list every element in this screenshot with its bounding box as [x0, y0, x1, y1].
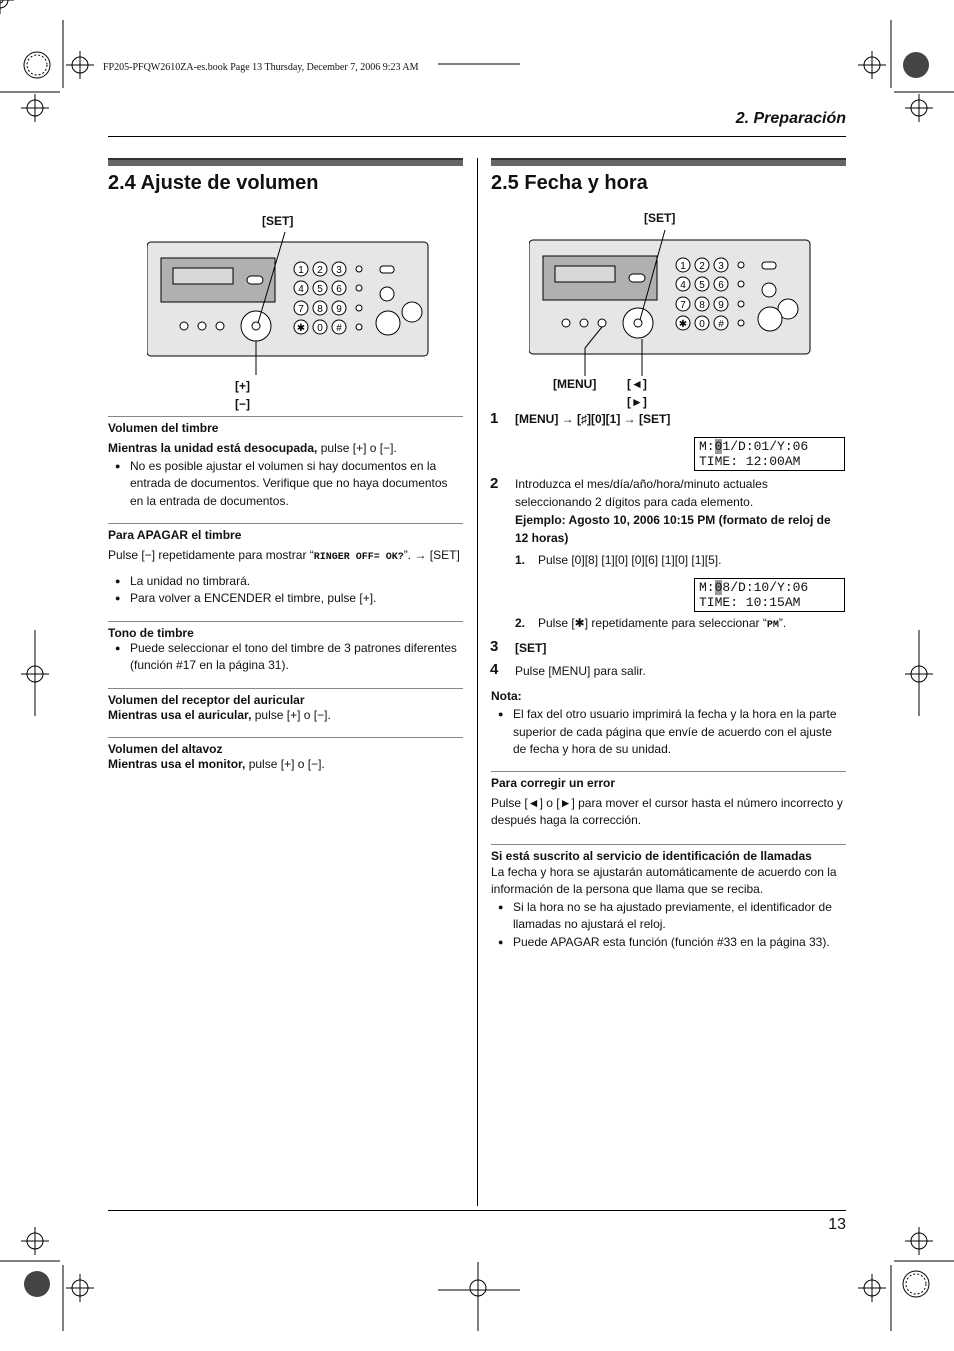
step-number: 3: [490, 638, 499, 655]
lcd-cursor: 0: [714, 439, 723, 454]
fig-menu-label: [MENU]: [553, 377, 597, 391]
step-text: Pulse [MENU] para salir.: [515, 664, 646, 678]
svg-text:#: #: [718, 319, 724, 330]
note-title: Nota:: [491, 689, 522, 703]
paragraph: La fecha y hora se ajustarán automáticamente de acuerdo con la información de la persona que llama que se reciba.: [491, 864, 837, 896]
text: ”.: [778, 616, 787, 630]
svg-text:2: 2: [699, 261, 705, 272]
separator: [491, 771, 846, 772]
section-title: 2.4 Ajuste de volumen: [108, 172, 319, 194]
svg-text:7: 7: [680, 300, 686, 311]
step-text: [SET]: [515, 641, 547, 655]
display-text: PM: [766, 620, 779, 631]
substep-text: [538, 615, 786, 635]
sub-title: Tono de timbre: [108, 625, 194, 640]
fax-panel-illustration: [529, 208, 819, 398]
bullet-item: ● Puede seleccionar el tono del timbre de 3 patrones diferentes (función #17 en la página 31).: [108, 640, 463, 675]
lcd-display: [694, 437, 845, 471]
svg-text:0: 0: [699, 319, 705, 330]
lcd-line: TIME: 10:15AM: [699, 595, 801, 610]
paragraph: [108, 440, 463, 458]
step-text: [MENU] → [♯][0][1] → [SET]: [515, 412, 671, 426]
separator: [491, 844, 846, 845]
text: ”. → [SET]: [403, 548, 460, 562]
lcd-line: TIME: 12:00AM: [699, 454, 801, 469]
substep-number: 2.: [515, 616, 526, 630]
svg-text:8: 8: [699, 300, 705, 311]
paragraph: Pulse [◄] o [►] para mover el cursor hasta el número incorrecto y después haga la corrección.: [491, 795, 843, 827]
step-number: 4: [490, 661, 499, 678]
text: pulse [+] o [−].: [245, 757, 325, 771]
substep-text: Pulse [0][8] [1][0] [0][6] [1][0] [1][5].: [538, 553, 722, 567]
svg-text:8: 8: [317, 304, 323, 315]
bold-lead: Mientras usa el monitor,: [108, 757, 246, 771]
left-sections: [108, 416, 463, 774]
svg-text:4: 4: [680, 280, 686, 291]
fig-set-label: [SET]: [262, 214, 294, 228]
display-text: RINGER OFF= OK?: [313, 552, 404, 563]
file-info: FP205-PFQW2610ZA-es.book Page 13 Thursday, December 7, 2006 9:23 AM: [103, 62, 419, 73]
bullet-item: ● No es posible ajustar el volumen si hay documentos en la entrada de documentos. Verifique que no haya documentos en la entrada de documentos.: [108, 458, 463, 511]
text: Pulse [✱] repetidamente para seleccionar “: [538, 616, 767, 630]
right-notes: [491, 689, 846, 951]
text: Pulse [−] repetidamente para mostrar “: [108, 548, 314, 562]
fax-panel-illustration: [147, 210, 437, 400]
svg-text:9: 9: [336, 304, 342, 315]
section-bar: [491, 158, 846, 166]
footer-rule: [108, 1210, 846, 1211]
svg-text:6: 6: [718, 280, 724, 291]
text: pulse [+] o [−].: [251, 707, 331, 722]
svg-text:✱: ✱: [296, 323, 306, 334]
lcd-text: 8/D:10/Y:06: [722, 580, 809, 595]
sub-title: Para corregir un error: [491, 775, 616, 790]
svg-text:0: 0: [317, 323, 323, 334]
bullet-item: ● Para volver a ENCENDER el timbre, pulse [+].: [108, 590, 463, 608]
svg-text:5: 5: [699, 280, 705, 291]
text: pulse [+] o [−].: [317, 441, 397, 455]
separator: [108, 416, 463, 417]
fig-arrows-label: [◄][►]: [627, 377, 647, 409]
section-title: 2.5 Fecha y hora: [491, 172, 648, 194]
sub-title: Para APAGAR el timbre: [108, 528, 242, 542]
section-header: 2. Preparación: [735, 110, 846, 127]
bullet-item: ● Si la hora no se ha ajustado previamente, el identificador de llamadas no ajustará el reloj.: [491, 899, 846, 934]
bullet-item: ● El fax del otro usuario imprimirá la fecha y la hora en la parte superior de cada página que envíe de acuerdo con el ajuste de fecha y hora de su unidad.: [491, 706, 846, 759]
bullet-item: ● Puede APAGAR esta función (función #33 en la página 33).: [491, 934, 846, 952]
separator: [108, 523, 463, 524]
separator: [108, 621, 463, 622]
svg-text:3: 3: [336, 265, 342, 276]
lcd-line: [699, 580, 840, 595]
column-divider: [477, 158, 478, 1206]
svg-text:#: #: [336, 323, 342, 334]
lcd-cursor: 0: [714, 580, 723, 595]
separator: [108, 737, 463, 738]
svg-text:7: 7: [298, 304, 304, 315]
svg-text:6: 6: [336, 284, 342, 295]
lcd-line: [699, 439, 840, 454]
lcd-text: 1/D:01/Y:06: [722, 439, 809, 454]
sub-title: Volumen del timbre: [108, 421, 219, 435]
substep-number: 1.: [515, 553, 526, 567]
svg-text:5: 5: [317, 284, 323, 295]
svg-text:✱: ✱: [678, 319, 688, 330]
lcd-text: M:: [699, 580, 715, 595]
svg-text:9: 9: [718, 300, 724, 311]
svg-text:3: 3: [718, 261, 724, 272]
header-rule: [108, 136, 846, 137]
section-bar: [108, 158, 463, 166]
svg-text:2: 2: [317, 265, 323, 276]
lcd-display: [694, 578, 845, 612]
svg-text:1: 1: [298, 265, 304, 276]
paragraph: [108, 707, 463, 725]
step-number: 2: [490, 475, 499, 492]
lcd-text: M:: [699, 439, 715, 454]
paragraph: [108, 756, 463, 774]
svg-text:1: 1: [680, 261, 686, 272]
page-number: 13: [828, 1216, 846, 1233]
step-text: Introduzca el mes/día/año/hora/minuto actuales seleccionando 2 dígitos para cada elemento.: [515, 477, 768, 509]
fig-plusminus-label: [+][−]: [235, 379, 250, 411]
separator: [108, 688, 463, 689]
bullet-item: ● La unidad no timbrará.: [108, 573, 463, 591]
bold-lead: Mientras la unidad está desocupada,: [108, 441, 318, 455]
step-number: 1: [490, 410, 499, 427]
sub-title: Si está suscrito al servicio de identificación de llamadas: [491, 848, 812, 863]
paragraph: [108, 547, 463, 567]
bold-lead: Mientras usa el auricular,: [108, 707, 252, 722]
sub-title: Volumen del receptor del auricular: [108, 692, 305, 707]
fig-set-label: [SET]: [644, 211, 676, 225]
example-text: Ejemplo: Agosto 10, 2006 10:15 PM (formato de reloj de 12 horas): [515, 513, 831, 545]
sub-title: Volumen del altavoz: [108, 742, 223, 756]
svg-text:4: 4: [298, 284, 304, 295]
